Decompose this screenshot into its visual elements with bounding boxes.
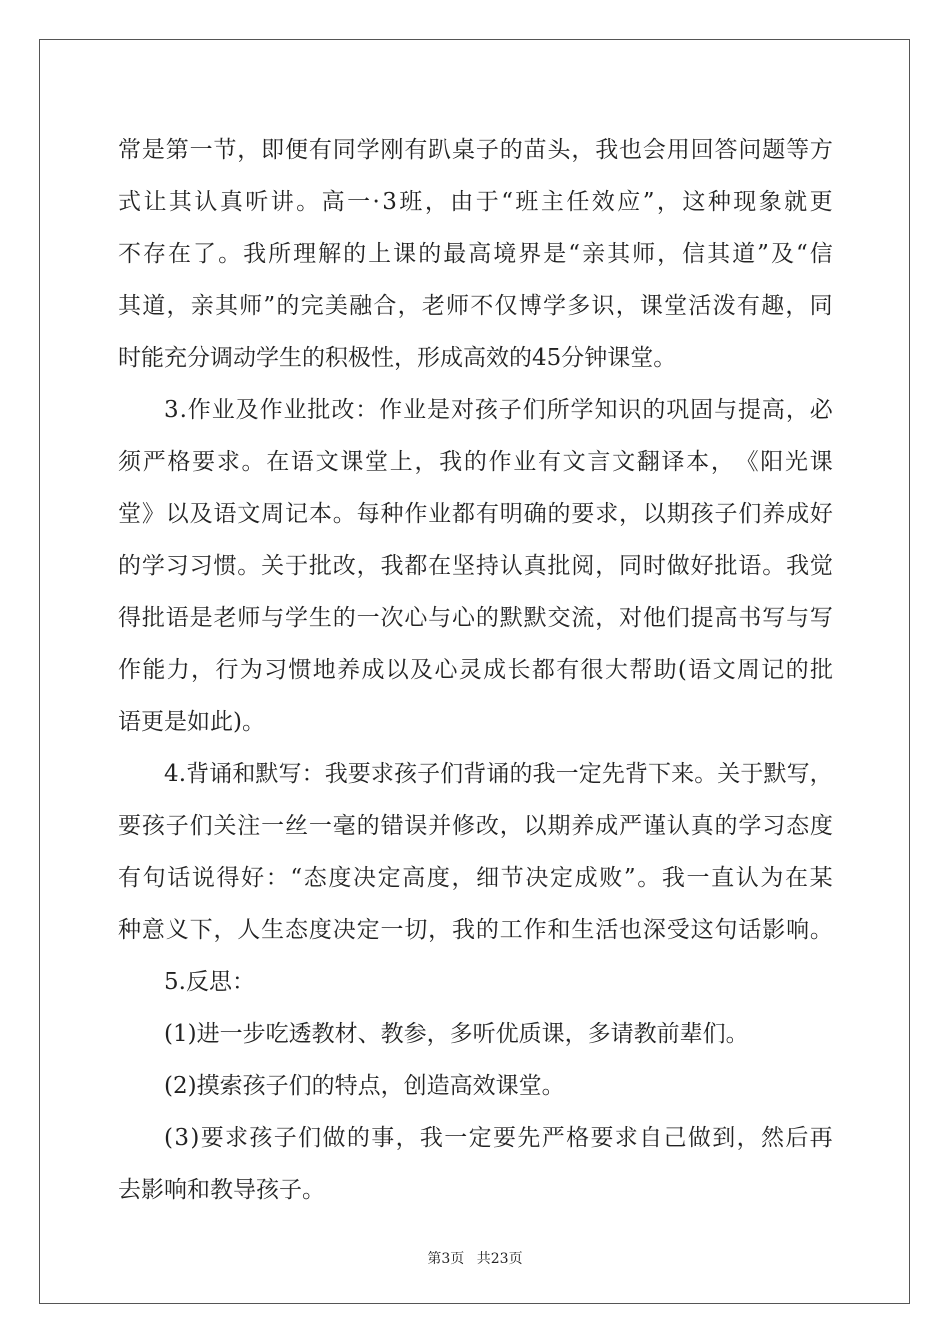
text-line: 式 让 其 认 真 听 讲 。 高 一 · 3 班 ， 由 于 “ 班 主 任 效 应 ” ， 这 种 现 象 就 更 (118, 189, 833, 215)
text-line: 不 存 在 了 。 我 所 理 解 的 上 课 的 最 高 境 界 是 “ 亲 其 师 ， 信 其 道 ” 及 “ 信 (118, 241, 833, 267)
text-line: 有 句 话 说 得 好 ： “ 态 度 决 定 高 度 ， 细 节 决 定 成 败 ” 。 我 一 直 认 为 在 某 (118, 865, 833, 891)
text-line: 的 学 习 习 惯 。 关 于 批 改 ， 我 都 在 坚 持 认 真 批 阅 ， 同 时 做 好 批 语 。 我 觉 (118, 553, 833, 579)
text-line: 3 . 作 业 及 作 业 批 改 ： 作 业 是 对 孩 子 们 所 学 知 识 的 巩 固 与 提 高 ， 必 (164, 397, 833, 423)
total-pages: 共23页 (476, 1251, 523, 1267)
text-line: ( 3 ) 要 求 孩 子 们 做 的 事 ， 我 一 定 要 先 严 格 要 求 自 己 做 到 ， 然 后 再 (164, 1125, 833, 1151)
page-footer (0, 1248, 950, 1268)
text-line: (2)摸索孩子们的特点，创造高效课堂。 (164, 1073, 565, 1099)
document-body (118, 124, 833, 1216)
text-line: 去影响和教导孩子。 (118, 1177, 325, 1203)
text-line: 堂 》 以 及 语 文 周 记 本 。 每 种 作 业 都 有 明 确 的 要 求 ， 以 期 孩 子 们 养 成 好 (118, 501, 833, 527)
text-line: 语更是如此)。 (118, 709, 265, 735)
text-line: 其 道 ， 亲 其 师 ” 的 完 美 融 合 ， 老 师 不 仅 博 学 多 识 ， 课 堂 活 泼 有 趣 ， 同 (118, 293, 833, 319)
current-page-number: 第3页 (427, 1251, 465, 1267)
text-line: 作 能 力 ， 行 为 习 惯 地 养 成 以 及 心 灵 成 长 都 有 很 大 帮 助 ( 语 文 周 记 的 批 (118, 657, 833, 683)
text-line: 5.反思： (164, 969, 255, 995)
text-line: (1)进一步吃透教材、教参，多听优质课，多请教前辈们。 (164, 1021, 749, 1047)
text-line: 得 批 语 是 老 师 与 学 生 的 一 次 心 与 心 的 默 默 交 流 ， 对 他 们 提 高 书 写 与 写 (118, 605, 833, 631)
text-line: 种 意 义 下 ， 人 生 态 度 决 定 一 切 ， 我 的 工 作 和 生 活 也 深 受 这 句 话 影 响 。 (118, 917, 833, 943)
text-line: 要 孩 子 们 关 注 一 丝 一 毫 的 错 误 并 修 改 ， 以 期 养 成 严 谨 认 真 的 学 习 态 度 (118, 813, 833, 839)
text-line: 常 是 第 一 节 ， 即 便 有 同 学 刚 有 趴 桌 子 的 苗 头 ， 我 也 会 用 回 答 问 题 等 方 (118, 137, 833, 163)
text-line: 须 严 格 要 求 。 在 语 文 课 堂 上 ， 我 的 作 业 有 文 言 文 翻 译 本 ， 《 阳 光 课 (118, 449, 833, 475)
text-line: 时能充分调动学生的积极性，形成高效的45分钟课堂。 (118, 345, 677, 371)
text-line: 4 . 背 诵 和 默 写 ： 我 要 求 孩 子 们 背 诵 的 我 一 定 先 背 下 来 。 关 于 默 写 ， (164, 761, 833, 787)
